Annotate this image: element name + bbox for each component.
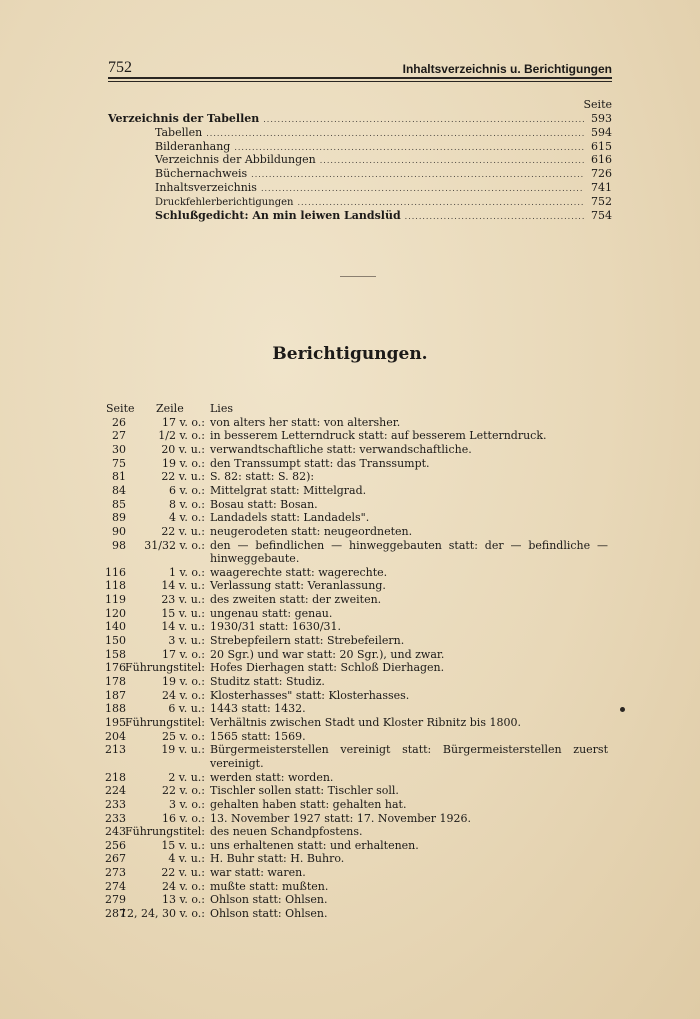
errata-row xyxy=(100,648,620,662)
errata-row xyxy=(100,730,620,744)
errata-seite: 89 xyxy=(112,511,126,525)
errata-zeile: 17 v. o.: xyxy=(161,415,205,429)
errata-correction: 20 Sgr.) und war statt: 20 Sgr.), und zwar. xyxy=(210,647,445,661)
errata-correction: in besserem Letterndruck statt: auf besserem Letterndruck. xyxy=(210,429,547,443)
errata-seite: 98 xyxy=(112,538,126,552)
errata-zeile: 12, 24, 30 v. o.: xyxy=(119,907,205,921)
errata-zeile: 4 v. o.: xyxy=(168,511,205,525)
errata-seite: 256 xyxy=(105,838,126,852)
page-number: 752 xyxy=(108,59,132,76)
toc-entry-label: Druckfehlerberichtigungen xyxy=(155,196,294,208)
errata-zeile: 19 v. o.: xyxy=(161,456,205,470)
errata-correction: Bosau statt: Bosan. xyxy=(210,497,318,511)
errata-correction: Hofes Dierhagen statt: Schloß Dierhagen. xyxy=(210,661,445,675)
errata-seite: 27 xyxy=(112,429,126,443)
running-title: Inhaltsverzeichnis u. Berichtigungen xyxy=(402,62,612,76)
errata-row xyxy=(100,416,620,430)
errata-seite: 84 xyxy=(112,483,126,497)
errata-zeile: 14 v. u.: xyxy=(161,579,205,593)
errata-correction: neugerodeten statt: neugeordneten. xyxy=(210,524,413,538)
errata-zeile: 25 v. o.: xyxy=(161,729,205,743)
col-header-zeile: Zeile xyxy=(156,402,184,415)
errata-row xyxy=(100,743,620,770)
toc-entry-page: 754 xyxy=(591,208,612,222)
errata-seite: 90 xyxy=(112,524,126,538)
errata-seite: 195 xyxy=(105,715,126,729)
errata-correction: Klosterhasses" statt: Klosterhasses. xyxy=(210,688,410,702)
toc-entry-page: 741 xyxy=(591,181,612,194)
errata-row xyxy=(100,689,620,703)
toc-entry-page: 615 xyxy=(591,139,612,153)
errata-zeile: 23 v. u.: xyxy=(161,593,205,607)
errata-seite: 273 xyxy=(105,866,126,880)
errata-row xyxy=(100,716,620,730)
errata-row xyxy=(100,634,620,648)
errata-seite: 30 xyxy=(112,442,126,456)
errata-row xyxy=(100,825,620,839)
errata-correction: S. 82: statt: S. 82): xyxy=(210,470,315,484)
toc-seite-label: Seite xyxy=(583,98,612,111)
toc-leader-dots xyxy=(206,129,584,138)
errata-seite: 188 xyxy=(105,702,126,716)
errata-zeile: 14 v. u.: xyxy=(161,620,205,634)
errata-correction: war statt: waren. xyxy=(210,866,306,880)
toc-entry-page: 726 xyxy=(591,167,612,181)
errata-row xyxy=(100,620,620,634)
toc-entry xyxy=(108,167,612,181)
toc-entry xyxy=(108,153,612,167)
errata-row xyxy=(100,784,620,798)
errata-seite: 233 xyxy=(105,811,126,825)
errata-correction: 1443 statt: 1432. xyxy=(210,702,306,716)
errata-seite: 267 xyxy=(105,852,126,866)
errata-row xyxy=(100,702,620,716)
errata-zeile: 22 v. u.: xyxy=(161,470,205,484)
toc-entry-label: Bilderanhang xyxy=(155,139,231,153)
toc-entry-label: Schlußgedicht: An min leiwen Landslüd xyxy=(155,208,401,222)
errata-correction: Verhältnis zwischen Stadt und Kloster Ribnitz bis 1800. xyxy=(210,715,521,729)
header-rule-thin xyxy=(108,81,612,82)
errata-zeile: 19 v. u.: xyxy=(161,743,205,757)
errata-row xyxy=(100,880,620,894)
errata-row xyxy=(100,771,620,785)
header-rule xyxy=(108,77,612,79)
errata-zeile: 8 v. o.: xyxy=(168,497,205,511)
errata-row xyxy=(100,579,620,593)
toc-entry xyxy=(108,126,612,140)
errata-seite: 81 xyxy=(112,470,126,484)
toc-entry-label: Verzeichnis der Tabellen xyxy=(108,112,260,125)
errata-correction: Studitz statt: Studiz. xyxy=(210,675,325,688)
col-header-lies: Lies xyxy=(210,402,233,415)
toc-entry-page: 752 xyxy=(591,194,612,208)
errata-correction: ungenau statt: genau. xyxy=(210,606,333,620)
errata-seite: 85 xyxy=(112,497,126,511)
errata-zeile: 17 v. o.: xyxy=(161,647,205,661)
errata-seite: 274 xyxy=(105,879,126,893)
errata-seite: 279 xyxy=(105,893,126,907)
errata-correction: Landadels statt: Landadels". xyxy=(210,511,370,525)
toc-entry-label: Büchernachweis xyxy=(155,167,248,181)
errata-correction: von alters her statt: von altersher. xyxy=(210,415,401,429)
errata-row xyxy=(100,484,620,498)
errata-correction: des neuen Schandpfostens. xyxy=(210,825,363,839)
errata-zeile: 6 v. u.: xyxy=(168,702,205,716)
paper-speck xyxy=(620,707,625,712)
errata-correction: 1930/31 statt: 1630/31. xyxy=(210,620,342,634)
errata-seite: 178 xyxy=(105,675,126,688)
errata-seite: 176 xyxy=(105,661,126,675)
errata-zeile: 1 v. o.: xyxy=(168,565,205,579)
errata-row xyxy=(100,511,620,525)
errata-row xyxy=(100,538,620,566)
errata-row xyxy=(100,907,620,921)
errata-row xyxy=(100,607,620,621)
errata-row xyxy=(100,866,620,880)
errata-zeile: 22 v. o.: xyxy=(161,784,205,798)
errata-zeile: Führungstitel: xyxy=(124,825,205,839)
errata-row xyxy=(100,893,620,907)
errata-seite: 233 xyxy=(105,797,126,811)
errata-seite: 116 xyxy=(105,565,126,579)
errata-seite: 118 xyxy=(105,579,126,593)
errata-correction: den — befindlichen — hinweggebauten statt: der — befindliche — hinweggebaute. xyxy=(210,538,608,566)
errata-correction: uns erhaltenen statt: und erhaltenen. xyxy=(210,838,419,852)
errata-correction: waagerechte statt: wagerechte. xyxy=(210,565,388,579)
errata-row xyxy=(100,457,620,471)
errata-seite: 204 xyxy=(105,729,126,743)
toc-entry xyxy=(108,140,612,154)
errata-row xyxy=(100,525,620,539)
errata-seite: 224 xyxy=(105,784,126,798)
errata-zeile: 4 v. u.: xyxy=(168,852,205,866)
toc-leader-dots xyxy=(297,198,584,207)
toc-leader-dots xyxy=(261,184,584,193)
errata-correction: werden statt: worden. xyxy=(210,770,334,784)
errata-correction: Ohlson statt: Ohlsen. xyxy=(210,907,328,921)
toc-entry-label: Verzeichnis der Abbildungen xyxy=(155,153,316,167)
errata-zeile: 3 v. o.: xyxy=(168,797,205,811)
toc-entry xyxy=(108,181,612,195)
errata-seite: 243 xyxy=(105,825,126,839)
errata-correction: Verlassung statt: Veranlassung. xyxy=(210,579,386,593)
running-head xyxy=(108,57,612,81)
errata-zeile: 16 v. o.: xyxy=(161,811,205,825)
errata-row xyxy=(100,470,620,484)
toc-entry-page: 594 xyxy=(591,125,612,139)
errata-row xyxy=(100,566,620,580)
errata-correction: den Transsumpt statt: das Transsumpt. xyxy=(210,456,430,470)
errata-zeile: Führungstitel: xyxy=(124,661,205,675)
errata-correction: H. Buhr statt: H. Buhro. xyxy=(210,852,345,866)
errata-zeile: 15 v. u.: xyxy=(161,606,205,620)
errata-correction: Strebepfeilern statt: Strebefeilern. xyxy=(210,634,405,648)
errata-seite: 75 xyxy=(112,456,126,470)
errata-zeile: 2 v. u.: xyxy=(168,770,205,784)
errata-seite: 26 xyxy=(112,415,126,429)
errata-correction: 13. November 1927 statt: 17. November 1926. xyxy=(210,811,472,825)
toc-entry-label: Tabellen xyxy=(155,125,203,139)
toc-leader-dots xyxy=(263,115,584,124)
toc-entry-page: 616 xyxy=(591,153,612,167)
errata-correction: Ohlson statt: Ohlsen. xyxy=(210,893,328,907)
errata-zeile: 22 v. u.: xyxy=(161,524,205,538)
section-divider xyxy=(340,276,376,277)
errata-correction: gehalten haben statt: gehalten hat. xyxy=(210,797,407,811)
errata-seite: 150 xyxy=(105,634,126,648)
errata-seite: 187 xyxy=(105,688,126,702)
errata-zeile: Führungstitel: xyxy=(124,715,205,729)
errata-correction: 1565 statt: 1569. xyxy=(210,729,306,743)
errata-correction: verwandtschaftliche statt: verwandschaftliche. xyxy=(210,442,472,456)
errata-correction: Mittelgrat statt: Mittelgrad. xyxy=(210,483,367,497)
errata-seite: 119 xyxy=(105,593,126,607)
errata-zeile: 6 v. o.: xyxy=(168,483,205,497)
toc-leader-dots xyxy=(320,156,584,165)
toc-leader-dots xyxy=(234,143,584,152)
toc-entry-label: Inhaltsverzeichnis xyxy=(155,181,257,194)
errata-zeile: 15 v. u.: xyxy=(161,838,205,852)
errata-correction: mußte statt: mußten. xyxy=(210,879,329,893)
errata-title: Berichtigungen. xyxy=(272,344,428,364)
errata-zeile: 13 v. o.: xyxy=(161,893,205,907)
errata-zeile: 19 v. o.: xyxy=(161,675,205,688)
errata-seite: 158 xyxy=(105,647,126,661)
errata-header-row xyxy=(100,402,620,416)
errata-seite: 213 xyxy=(105,743,126,757)
errata-row xyxy=(100,839,620,853)
toc-leader-dots xyxy=(251,170,584,179)
errata-zeile: 31/32 v. o.: xyxy=(144,538,205,552)
errata-row xyxy=(100,852,620,866)
errata-seite: 120 xyxy=(105,606,126,620)
col-header-seite: Seite xyxy=(106,402,135,415)
toc-leader-dots xyxy=(405,212,584,221)
errata-zeile: 22 v. u.: xyxy=(161,866,205,880)
errata-row xyxy=(100,593,620,607)
errata-seite: 140 xyxy=(105,620,126,634)
errata-zeile: 1/2 v. o.: xyxy=(158,429,205,443)
errata-correction: Bürgermeisterstellen vereinigt statt: Bürgermeisterstellen zuerst vereinigt. xyxy=(210,743,608,770)
errata-correction: Tischler sollen statt: Tischler soll. xyxy=(210,784,399,798)
errata-seite: 218 xyxy=(105,770,126,784)
errata-row xyxy=(100,798,620,812)
errata-zeile: 24 v. o.: xyxy=(161,879,205,893)
errata-zeile: 20 v. u.: xyxy=(161,442,205,456)
errata-row xyxy=(100,498,620,512)
errata-zeile: 3 v. u.: xyxy=(168,634,205,648)
errata-row xyxy=(100,661,620,675)
toc-entry xyxy=(108,209,612,223)
errata-seite: 287 xyxy=(105,907,126,921)
errata-row xyxy=(100,812,620,826)
errata-row xyxy=(100,429,620,443)
errata-zeile: 24 v. o.: xyxy=(161,688,205,702)
errata-row xyxy=(100,675,620,689)
errata-row xyxy=(100,443,620,457)
toc-entry-page: 593 xyxy=(591,112,612,125)
toc-entry xyxy=(108,195,612,209)
toc-entry xyxy=(108,112,612,126)
errata-correction: des zweiten statt: der zweiten. xyxy=(210,593,382,607)
